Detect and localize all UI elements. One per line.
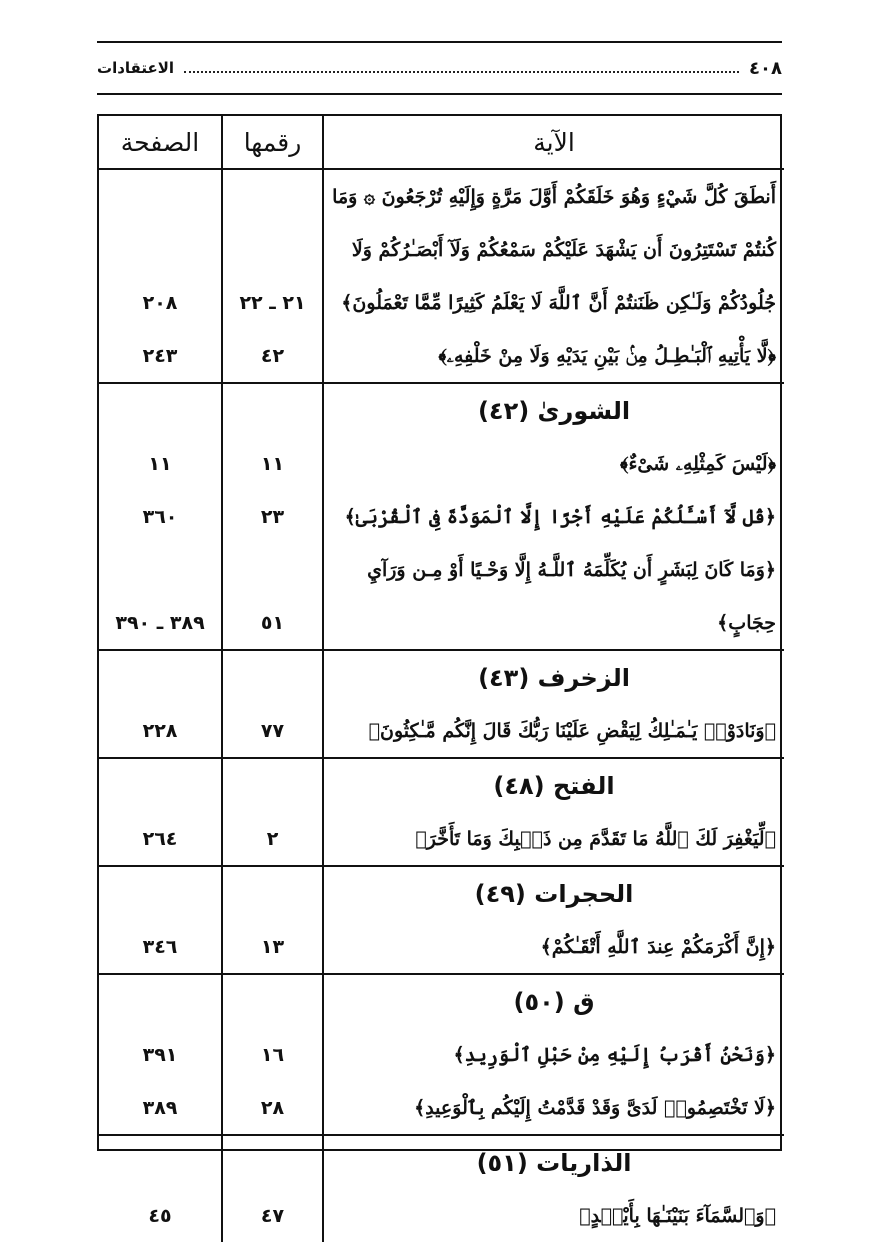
spacer-line — [223, 975, 322, 1028]
ayah-text: ﴿لَيْسَ كَمِثْلِهِۦ شَىْءٌ﴾ — [620, 452, 776, 475]
ayah-number: ٥١ — [260, 611, 285, 634]
ayah-text: أَنطَقَ كُلَّ شَيْءٍ وَهُوَ خَلَقَكُمْ أَوَّلَ مَرَّةٍ وَإِلَيْهِ تُرْجَعُونَ ۞ وَمَا — [332, 185, 776, 208]
ayah-text: ﴿وَنَادَوْا۟ يَـٰمَـٰلِكُ لِيَقْضِ عَلَيْنَا رَبُّكَ قَالَ إِنَّكُم مَّـٰكِثُونَ﴾ — [368, 719, 776, 742]
header-dot-leader — [184, 63, 739, 73]
ayah-number: ٢١ ـ ٢٢ — [239, 291, 306, 314]
page-ref — [99, 170, 221, 223]
spacer-line — [99, 651, 221, 704]
ayah-text: ﴿لِّيَغْفِرَ لَكَ ٱللَّهُ مَا تَقَدَّمَ مِن ذَنۢبِكَ وَمَا تَأَخَّرَ﴾ — [415, 827, 776, 850]
ayah-number: ٤٧ — [260, 1204, 285, 1227]
surah-heading: الفتح (٤٨) — [493, 771, 615, 800]
column-cell-ayah — [323, 758, 784, 866]
ayah-text: ﴿لَّا يَأْتِيهِ ٱلْبَـٰطِـلُ مِنۢ بَيْنِ يَدَيْهِ وَلَا مِنْ خَلْفِهِۦ﴾ — [438, 344, 776, 367]
surah-group — [99, 383, 784, 650]
column-cell-page — [99, 866, 222, 974]
spacer-line — [99, 1136, 221, 1189]
surah-heading: ق (٥٠) — [513, 987, 595, 1016]
ayah-text: ﴿وَمَا كَانَ لِبَشَرٍ أَن يُكَلِّمَهُ ٱللَّـهُ إِلَّا وَحْـيًا أَوْ مِـن وَرَآيِ — [367, 558, 776, 581]
column-header-ayah: الآية — [323, 116, 784, 169]
column-cell-page — [99, 169, 222, 383]
table-header-row — [99, 116, 784, 169]
ayah-text: ﴿قُل لَّآ أَسْـَٔلُكُمْ عَلَيْهِ أَجْرًا إِلَّا ٱلْمَوَدَّةَ فِى ٱلْقُرْبَىٰ﴾ — [344, 505, 776, 528]
ayah-text: ﴿وَنَحْنُ أَقْرَبُ إِلَيْهِ مِنْ حَبْلِ ٱلْوَرِيدِ﴾ — [453, 1043, 776, 1066]
surah-group — [99, 866, 784, 974]
ayah-text: جُلُودُكُمْ وَلَـٰكِن ظَنَنتُمْ أَنَّ ٱللَّهَ لَا يَعْلَمُ كَثِيرًا مِّمَّا تَعْمَلُونَ﴾ — [341, 291, 776, 314]
column-cell-page — [99, 383, 222, 650]
running-header — [97, 54, 782, 82]
surah-heading: الذاريات (٥١) — [476, 1148, 632, 1177]
spacer-line — [99, 384, 221, 437]
spacer-line — [223, 651, 322, 704]
page-ref: ٤٥ — [148, 1204, 172, 1227]
surah-group — [99, 758, 784, 866]
ayah-number: ٧٧ — [260, 719, 285, 742]
ayah-number — [223, 543, 322, 596]
page-ref: ٢٢٨ — [142, 719, 178, 742]
surah-group — [99, 974, 784, 1135]
surah-heading: الحجرات (٤٩) — [474, 879, 634, 908]
spacer-line — [223, 867, 322, 920]
column-cell-number — [222, 758, 323, 866]
ayah-text: ﴿وَٱلسَّمَآءَ بَنَيْنَـٰهَا بِأَيْي۟دٍ﴾ — [579, 1204, 776, 1227]
ayah-text: كُنتُمْ تَسْتَتِرُونَ أَن يَشْهَدَ عَلَيْكُمْ سَمْعُكُمْ وَلَآ أَبْصَـٰرُكُمْ وَلَا — [351, 238, 776, 261]
column-cell-number — [222, 383, 323, 650]
ayah-number: ٢٣ — [260, 505, 285, 528]
surah-group — [99, 650, 784, 758]
column-cell-page — [99, 758, 222, 866]
page-ref: ٣٤٦ — [142, 935, 178, 958]
column-cell-ayah — [323, 866, 784, 974]
spacer-line — [223, 1136, 322, 1189]
ayah-number — [223, 170, 322, 223]
surah-heading: الشورىٰ (٤٢) — [477, 396, 631, 425]
spacer-line — [99, 759, 221, 812]
page-ref — [99, 223, 221, 276]
column-cell-number — [222, 650, 323, 758]
spacer-line — [223, 759, 322, 812]
column-cell-number — [222, 974, 323, 1135]
spacer-line — [223, 384, 322, 437]
column-cell-page — [99, 1135, 222, 1242]
page-ref — [99, 543, 221, 596]
ayah-number: ١١ — [260, 452, 285, 475]
page-number: ٤٠٨ — [749, 57, 782, 79]
page-ref: ٢٤٣ — [142, 344, 178, 367]
page-ref: ٣٨٩ ـ ٣٩٠ — [115, 611, 205, 634]
header-top-rule — [97, 41, 782, 43]
verses-index-table — [97, 114, 782, 1227]
ayah-text: ﴿لَا تَخْتَصِمُوا۟ لَدَىَّ وَقَدْ قَدَّمْتُ إِلَيْكُم بِٱلْوَعِيدِ﴾ — [414, 1096, 776, 1119]
page-ref: ٢٦٤ — [142, 827, 178, 850]
column-cell-number — [222, 1135, 323, 1242]
surah-heading: الزخرف (٤٣) — [478, 663, 630, 692]
page-ref: ١١ — [148, 452, 172, 475]
ayah-number: ٢ — [266, 827, 279, 850]
column-cell-page — [99, 974, 222, 1135]
spacer-line — [99, 975, 221, 1028]
surah-group — [99, 169, 784, 383]
column-cell-ayah — [323, 974, 784, 1135]
ayah-number — [223, 223, 322, 276]
page-ref: ٢٠٨ — [142, 291, 178, 314]
column-cell-number — [222, 169, 323, 383]
ayah-number: ٢٨ — [260, 1096, 285, 1119]
ayah-text: حِجَابٍ﴾ — [717, 611, 776, 634]
page-ref: ٣٩١ — [142, 1043, 178, 1066]
ayah-number: ١٣ — [260, 935, 285, 958]
page-ref: ٣٦٠ — [142, 505, 178, 528]
column-cell-ayah — [323, 1135, 784, 1242]
ayah-text: ﴿إِنَّ أَكْرَمَكُمْ عِندَ ٱللَّهِ أَتْقَـٰكُمْ﴾ — [540, 935, 776, 958]
surah-group — [99, 1135, 784, 1242]
column-cell-ayah — [323, 383, 784, 650]
column-header-number: رقمها — [222, 116, 323, 169]
column-cell-number — [222, 866, 323, 974]
column-cell-ayah — [323, 169, 784, 383]
column-cell-ayah — [323, 650, 784, 758]
column-header-page: الصفحة — [99, 116, 222, 169]
spacer-line — [99, 867, 221, 920]
ayah-number: ٤٢ — [260, 344, 285, 367]
index-table — [99, 116, 784, 1242]
column-cell-page — [99, 650, 222, 758]
page-ref: ٣٨٩ — [142, 1096, 178, 1119]
header-bottom-rule — [97, 93, 782, 95]
ayah-number: ١٦ — [260, 1043, 285, 1066]
book-title: الاعتقادات — [97, 59, 175, 77]
